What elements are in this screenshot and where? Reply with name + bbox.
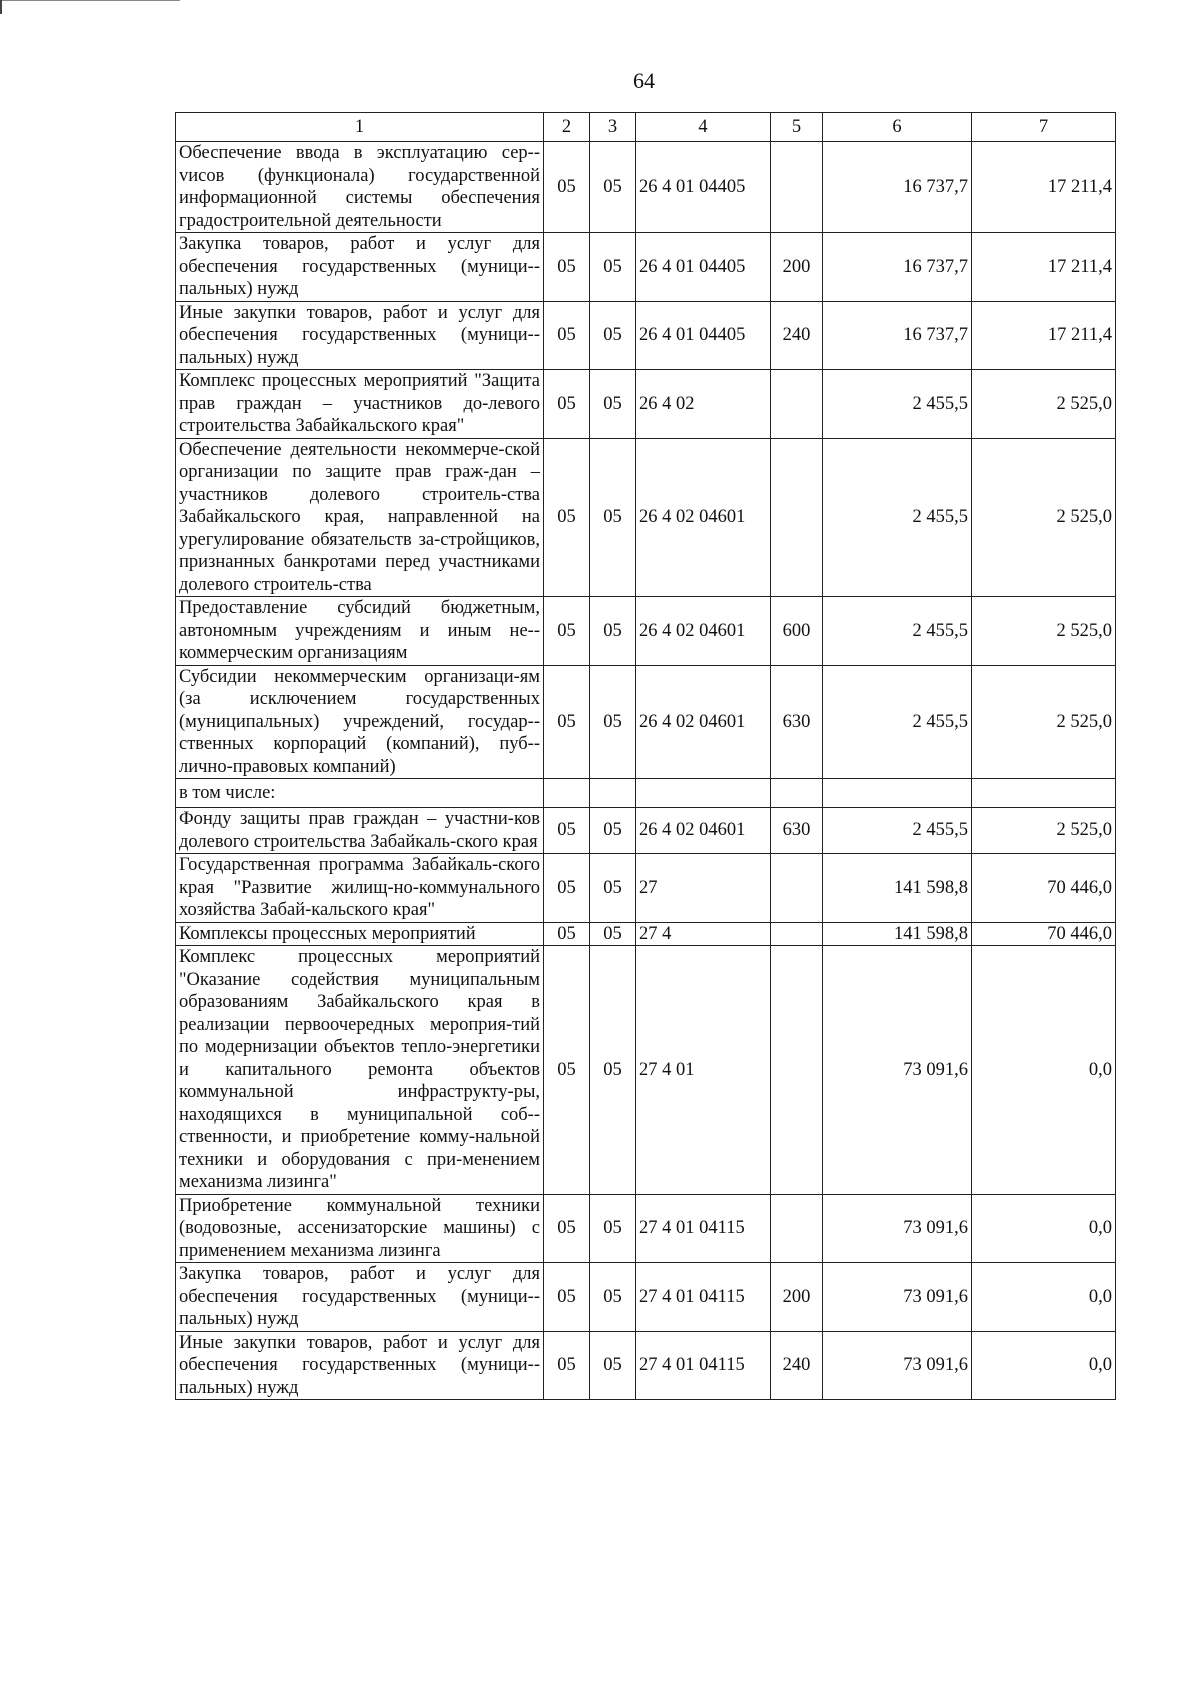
cell-target-code: 27 (636, 854, 771, 923)
cell-target-code: 26 4 01 04405 (636, 233, 771, 302)
table-row (176, 301, 1116, 370)
cell-section: 05 (544, 1194, 590, 1263)
cell-expense-type (771, 370, 823, 439)
cell-name: Предоставление субсидий бюджетным, автономным учреждениям и иным не-коммерческим организациям (176, 597, 544, 666)
cell-name: Закупка товаров, работ и услуг для обеспечения государственных (муници-пальных) нужд (176, 233, 544, 302)
cell-subsection (590, 779, 636, 808)
scan-edge-line (0, 0, 180, 1)
table-header-row (176, 113, 1116, 142)
cell-amount-year-1: 2 455,5 (823, 597, 972, 666)
table-row (176, 1263, 1116, 1332)
cell-expense-type (771, 1194, 823, 1263)
header-col-4: 4 (636, 113, 771, 142)
cell-expense-type: 630 (771, 808, 823, 854)
header-col-3: 3 (590, 113, 636, 142)
cell-amount-year-2: 17 211,4 (972, 142, 1116, 233)
cell-subsection: 05 (590, 854, 636, 923)
cell-subsection: 05 (590, 233, 636, 302)
cell-amount-year-1 (823, 779, 972, 808)
cell-amount-year-2: 2 525,0 (972, 665, 1116, 779)
cell-subsection: 05 (590, 1194, 636, 1263)
cell-amount-year-2: 2 525,0 (972, 597, 1116, 666)
cell-amount-year-2: 2 525,0 (972, 438, 1116, 597)
cell-target-code: 26 4 02 (636, 370, 771, 439)
cell-expense-type: 240 (771, 1331, 823, 1400)
cell-target-code: 26 4 01 04405 (636, 142, 771, 233)
table-row (176, 779, 1116, 808)
cell-name: Обеспечение ввода в эксплуатацию сер-vисов (функционала) государственной информационной системы обеспечения градостроительной деятельности (176, 142, 544, 233)
cell-amount-year-1: 2 455,5 (823, 438, 972, 597)
table-row (176, 370, 1116, 439)
cell-amount-year-2: 2 525,0 (972, 808, 1116, 854)
cell-subsection: 05 (590, 665, 636, 779)
cell-amount-year-1: 141 598,8 (823, 854, 972, 923)
header-col-7: 7 (972, 113, 1116, 142)
cell-subsection: 05 (590, 922, 636, 946)
cell-amount-year-1: 2 455,5 (823, 808, 972, 854)
header-col-6: 6 (823, 113, 972, 142)
cell-expense-type (771, 779, 823, 808)
table-body (176, 142, 1116, 1400)
cell-expense-type: 200 (771, 1263, 823, 1332)
page-number: 64 (633, 68, 655, 93)
cell-target-code (636, 779, 771, 808)
cell-expense-type (771, 946, 823, 1195)
table-row (176, 142, 1116, 233)
cell-expense-type (771, 142, 823, 233)
cell-target-code: 26 4 02 04601 (636, 665, 771, 779)
cell-subsection: 05 (590, 597, 636, 666)
cell-name: Фонду защиты прав граждан – участни-ков долевого строительства Забайкаль-ского края (176, 808, 544, 854)
cell-section: 05 (544, 597, 590, 666)
table-row (176, 233, 1116, 302)
cell-amount-year-2: 0,0 (972, 1263, 1116, 1332)
cell-expense-type (771, 854, 823, 923)
cell-expense-type: 200 (771, 233, 823, 302)
cell-name: в том числе: (176, 779, 544, 808)
cell-amount-year-2: 17 211,4 (972, 301, 1116, 370)
cell-subsection: 05 (590, 1331, 636, 1400)
table-row (176, 808, 1116, 854)
cell-target-code: 27 4 01 04115 (636, 1331, 771, 1400)
cell-section: 05 (544, 922, 590, 946)
cell-name: Комплексы процессных мероприятий (176, 922, 544, 946)
table-row (176, 438, 1116, 597)
cell-name: Иные закупки товаров, работ и услуг для обеспечения государственных (муници-пальных) нужд (176, 1331, 544, 1400)
cell-amount-year-2: 0,0 (972, 946, 1116, 1195)
cell-name: Приобретение коммунальной техники (водовозные, ассенизаторские машины) с применением механизма лизинга (176, 1194, 544, 1263)
cell-subsection: 05 (590, 946, 636, 1195)
cell-section: 05 (544, 665, 590, 779)
cell-section: 05 (544, 1263, 590, 1332)
cell-amount-year-1: 141 598,8 (823, 922, 972, 946)
table-row (176, 1331, 1116, 1400)
table-row (176, 854, 1116, 923)
header-col-1: 1 (176, 113, 544, 142)
cell-amount-year-2: 0,0 (972, 1194, 1116, 1263)
cell-name: Иные закупки товаров, работ и услуг для обеспечения государственных (муници-пальных) нужд (176, 301, 544, 370)
cell-target-code: 27 4 01 04115 (636, 1194, 771, 1263)
scan-edge-mark (0, 0, 2, 14)
header-col-2: 2 (544, 113, 590, 142)
cell-target-code: 26 4 02 04601 (636, 597, 771, 666)
cell-expense-type: 600 (771, 597, 823, 666)
cell-amount-year-1: 2 455,5 (823, 370, 972, 439)
cell-subsection: 05 (590, 370, 636, 439)
budget-table (175, 112, 1116, 1400)
cell-subsection: 05 (590, 438, 636, 597)
table-row (176, 1194, 1116, 1263)
cell-amount-year-1: 2 455,5 (823, 665, 972, 779)
cell-subsection: 05 (590, 1263, 636, 1332)
cell-expense-type: 240 (771, 301, 823, 370)
cell-section: 05 (544, 808, 590, 854)
cell-name: Комплекс процессных мероприятий "Оказание содействия муниципальным образованиям Забайкальского края в реализации первоочередных мероприя-тий по модернизации объектов тепло-энергетики и капитального ремонта объектов коммунальной инфраструкту-ры, находящихся в муниципальной соб-ственности, и приобретение комму-нальной техники и оборудования с при-менением механизма лизинга" (176, 946, 544, 1195)
table-row (176, 946, 1116, 1195)
cell-amount-year-1: 16 737,7 (823, 233, 972, 302)
cell-subsection: 05 (590, 142, 636, 233)
cell-amount-year-2: 2 525,0 (972, 370, 1116, 439)
cell-target-code: 26 4 02 04601 (636, 808, 771, 854)
cell-amount-year-1: 73 091,6 (823, 946, 972, 1195)
cell-target-code: 27 4 01 04115 (636, 1263, 771, 1332)
cell-name: Обеспечение деятельности некоммерче-ской организации по защите прав граж-дан – участников долевого строитель-ства Забайкальского края, направленной на урегулирование обязательств за-стройщиков, признанных банкротами перед участниками долевого строитель-ства (176, 438, 544, 597)
cell-subsection: 05 (590, 808, 636, 854)
cell-name: Субсидии некоммерческим организаци-ям (за исключением государственных (муниципальных) учреждений, государ-ственных корпораций (компаний), пуб-лично-правовых компаний) (176, 665, 544, 779)
cell-target-code: 27 4 01 (636, 946, 771, 1195)
cell-amount-year-1: 16 737,7 (823, 301, 972, 370)
cell-section: 05 (544, 946, 590, 1195)
cell-section: 05 (544, 233, 590, 302)
cell-subsection: 05 (590, 301, 636, 370)
cell-section: 05 (544, 301, 590, 370)
cell-amount-year-2: 0,0 (972, 1331, 1116, 1400)
cell-name: Закупка товаров, работ и услуг для обеспечения государственных (муници-пальных) нужд (176, 1263, 544, 1332)
cell-target-code: 27 4 (636, 922, 771, 946)
cell-expense-type (771, 922, 823, 946)
cell-name: Государственная программа Забайкаль-ского края "Развитие жилищ-но-коммунального хозяйства Забай-кальского края" (176, 854, 544, 923)
cell-section: 05 (544, 142, 590, 233)
cell-expense-type: 630 (771, 665, 823, 779)
cell-amount-year-1: 16 737,7 (823, 142, 972, 233)
cell-amount-year-1: 73 091,6 (823, 1263, 972, 1332)
table-row (176, 922, 1116, 946)
cell-target-code: 26 4 02 04601 (636, 438, 771, 597)
table-row (176, 597, 1116, 666)
cell-section: 05 (544, 370, 590, 439)
cell-expense-type (771, 438, 823, 597)
cell-amount-year-2: 70 446,0 (972, 922, 1116, 946)
table-row (176, 665, 1116, 779)
cell-amount-year-1: 73 091,6 (823, 1194, 972, 1263)
cell-section (544, 779, 590, 808)
cell-section: 05 (544, 1331, 590, 1400)
cell-amount-year-1: 73 091,6 (823, 1331, 972, 1400)
cell-amount-year-2 (972, 779, 1116, 808)
cell-target-code: 26 4 01 04405 (636, 301, 771, 370)
cell-section: 05 (544, 854, 590, 923)
cell-name: Комплекс процессных мероприятий "Защита прав граждан – участников до-левого строительства Забайкальского края" (176, 370, 544, 439)
cell-amount-year-2: 17 211,4 (972, 233, 1116, 302)
cell-section: 05 (544, 438, 590, 597)
cell-amount-year-2: 70 446,0 (972, 854, 1116, 923)
header-col-5: 5 (771, 113, 823, 142)
